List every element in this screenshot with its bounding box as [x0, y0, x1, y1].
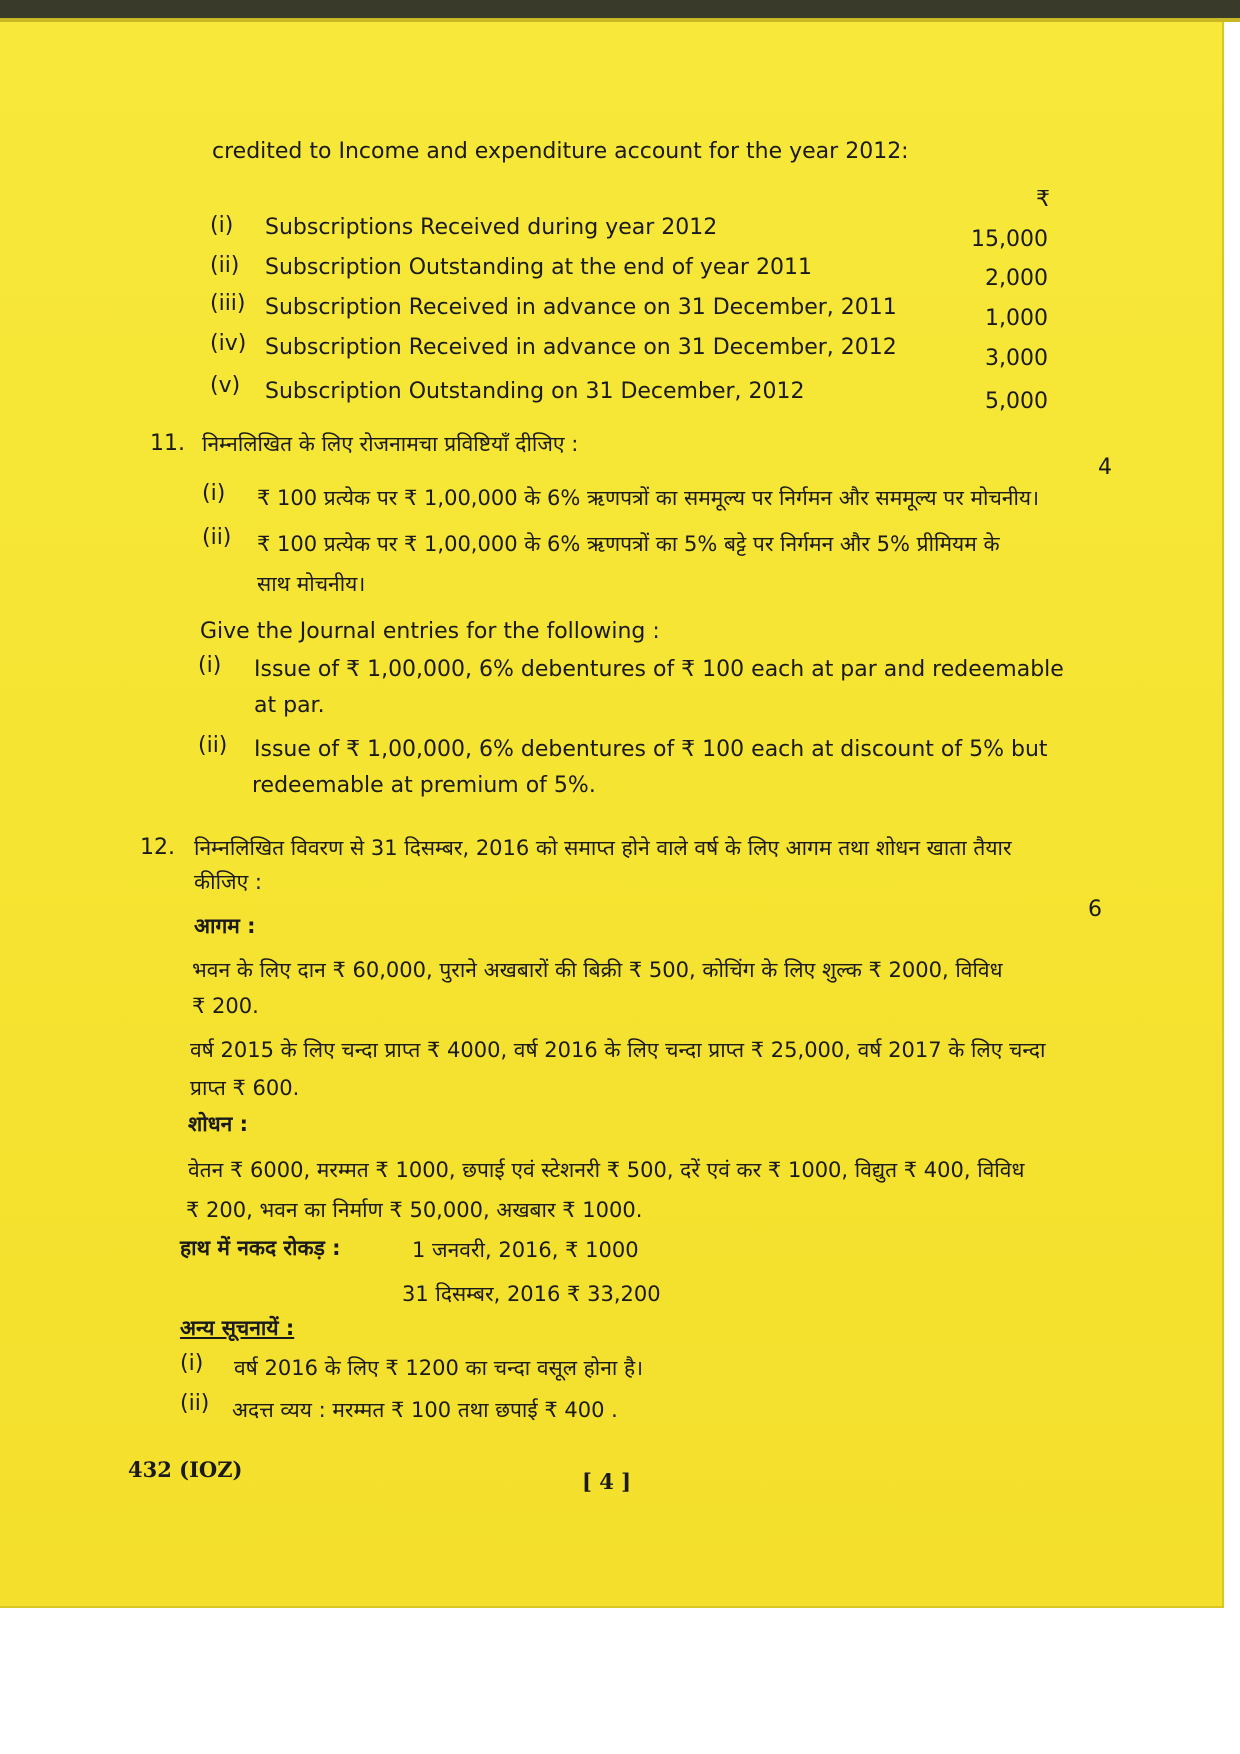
q11-english-item-text: Issue of ₹ 1,00,000, 6% debentures of ₹ 100 each at par and redeemable — [254, 657, 1064, 682]
receipts-line: वर्ष 2015 के लिए चन्दा प्राप्त ₹ 4000, वर्ष 2016 के लिए चन्दा प्राप्त ₹ 25,000, वर्ष 2017 के लिए चन्दा — [190, 1038, 1046, 1062]
q11-english-item-cont: redeemable at premium of 5%. — [252, 773, 596, 798]
question-number: 12. — [140, 835, 175, 860]
q12-marks: 6 — [1088, 897, 1102, 922]
paper-code: 432 (IOZ) — [128, 1457, 243, 1482]
page-number: [ 4 ] — [582, 1469, 632, 1494]
q10-item-text: Subscription Received in advance on 31 December, 2012 — [265, 335, 897, 360]
q11-heading-english: Give the Journal entries for the following : — [200, 619, 660, 644]
q11-marks: 4 — [1098, 455, 1112, 480]
cash-opening: 1 जनवरी, 2016, ₹ 1000 — [412, 1238, 639, 1262]
other-info-label: अन्य सूचनायें : — [180, 1316, 295, 1340]
q11-hindi-item-no: (ii) — [202, 525, 232, 550]
q11-hindi-item-text: ₹ 100 प्रत्येक पर ₹ 1,00,000 के 6% ऋणपत्रों का सममूल्य पर निर्गमन और सममूल्य पर मोचनीय। — [257, 486, 1040, 510]
rupee-symbol: ₹ — [1036, 187, 1050, 212]
q11-heading-hindi: निम्नलिखित के लिए रोजनामचा प्रविष्टियाँ दीजिए : — [202, 432, 579, 456]
q11-hindi-item-text: ₹ 100 प्रत्येक पर ₹ 1,00,000 के 6% ऋणपत्रों का 5% बट्टे पर निर्गमन और 5% प्रीमियम के — [257, 532, 1000, 556]
cash-closing: 31 दिसम्बर, 2016 ₹ 33,200 — [402, 1282, 661, 1306]
q10-item-text: Subscription Outstanding on 31 December, 2012 — [265, 379, 805, 404]
q10-item-text: Subscription Outstanding at the end of year 2011 — [265, 255, 812, 280]
question-number: 11. — [150, 431, 185, 456]
q10-item-no: (i) — [210, 213, 234, 238]
q11-hindi-item-cont: साथ मोचनीय। — [257, 572, 366, 596]
q10-item-amount: 15,000 — [971, 227, 1048, 252]
scanner-edge — [0, 0, 1240, 22]
q11-english-item-text: Issue of ₹ 1,00,000, 6% debentures of ₹ 100 each at discount of 5% but — [254, 737, 1048, 762]
q10-item-amount: 3,000 — [985, 346, 1048, 371]
q11-hindi-item-no: (i) — [202, 481, 226, 506]
receipts-label: आगम : — [194, 914, 256, 938]
q10-intro: credited to Income and expenditure account for the year 2012: — [212, 139, 909, 164]
q10-item-text: Subscription Received in advance on 31 December, 2011 — [265, 295, 897, 320]
q10-item-text: Subscriptions Received during year 2012 — [265, 215, 718, 240]
receipts-line: प्राप्त ₹ 600. — [190, 1076, 300, 1100]
q10-item-no: (iii) — [210, 291, 246, 316]
q10-item-amount: 5,000 — [985, 389, 1048, 414]
q10-item-no: (v) — [210, 373, 241, 398]
q10-item-amount: 1,000 — [985, 306, 1048, 331]
other-info-item-no: (ii) — [180, 1391, 210, 1416]
other-info-item-text: वर्ष 2016 के लिए ₹ 1200 का चन्दा वसूल होना है। — [234, 1356, 644, 1380]
q11-english-item-no: (i) — [198, 653, 222, 678]
receipts-line: ₹ 200. — [192, 994, 259, 1018]
payments-line: वेतन ₹ 6000, मरम्मत ₹ 1000, छपाई एवं स्टेशनरी ₹ 500, दरें एवं कर ₹ 1000, विद्युत ₹ 400, विविध — [188, 1158, 1025, 1182]
q10-item-amount: 2,000 — [985, 266, 1048, 291]
other-info-item-text: अदत्त व्यय : मरम्मत ₹ 100 तथा छपाई ₹ 400 . — [232, 1398, 618, 1422]
payments-line: ₹ 200, भवन का निर्माण ₹ 50,000, अखबार ₹ 1000. — [186, 1198, 643, 1222]
q11-english-item-no: (ii) — [198, 733, 228, 758]
receipts-line: भवन के लिए दान ₹ 60,000, पुराने अखबारों की बिक्री ₹ 500, कोचिंग के लिए शुल्क ₹ 2000, विविध — [192, 958, 1003, 982]
payments-label: शोधन : — [188, 1112, 248, 1136]
q12-heading-cont: कीजिए : — [194, 870, 262, 894]
q12-heading: निम्नलिखित विवरण से 31 दिसम्बर, 2016 को समाप्त होने वाले वर्ष के लिए आगम तथा शोधन खाता तैयार — [194, 836, 1012, 860]
q10-item-no: (iv) — [210, 331, 247, 356]
q11-english-item-cont: at par. — [254, 693, 325, 718]
q10-item-no: (ii) — [210, 253, 240, 278]
other-info-item-no: (i) — [180, 1351, 204, 1376]
cash-in-hand-label: हाथ में नकद रोकड़ : — [180, 1236, 341, 1260]
